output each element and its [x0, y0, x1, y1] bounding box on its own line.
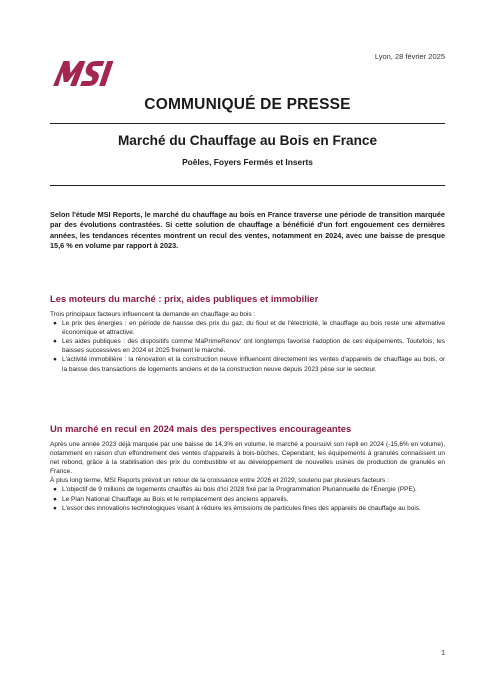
- lead-paragraph: Selon l'étude MSI Reports, le marché du chauffage au bois en France traverse une période de transition marquée par des évolutions contrastées. Si cette solution de chauffage a bénéficié d'un fort engouement ces dernières années, les tendances récentes montrent un recul des ventes, notamment en 2024, avec une baisse de presque 15,6 % en volume par rapport à 2023.: [50, 210, 445, 251]
- section-heading-market-decline: Un marché en recul en 2024 mais des perspectives encourageantes: [50, 423, 352, 434]
- bullet-list: [50, 485, 445, 512]
- bullet-icon: ●: [53, 486, 57, 494]
- document-title: Marché du Chauffage au Bois en France: [117, 133, 378, 148]
- section-paragraph: Après une année 2023 déjà marquée par une baisse de 14,3% en volume, le marché a poursuivi son repli en 2024 (-15,6% en volume), notamment en raison d'un effondrement des ventes d'appareils à bois-bûches. Cependant, les équipements à granulés connaissent un net rebond, grâce à la stabilisation des prix du combustible et au développement de nouvelles usines de production de granulés en France.: [50, 441, 445, 476]
- divider-top: [50, 123, 445, 124]
- bullet-icon: ●: [53, 495, 57, 503]
- list-item: ● Le Plan National Chauffage au Bois et le remplacement des anciens appareils.: [53, 495, 289, 503]
- page-number: 1: [441, 650, 445, 657]
- msi-logo: [50, 58, 122, 88]
- bullet-icon: ●: [53, 320, 57, 328]
- list-item: ● L'activité immobilière : la rénovation et la construction neuve influencent directement les ventes d'appareils de chauffage au bois, or la baisse des transactions de logements anciens et de la construction neuve depuis 2023 pèse sur le secteur.: [53, 356, 445, 373]
- section-market-drivers: [50, 310, 445, 374]
- list-item: ● L'essor des innovations technologiques visant à réduire les émissions de particules fines des appareils de chauffage au bois.: [53, 504, 421, 512]
- document-subtitle: Poêles, Foyers Fermés et Inserts: [182, 157, 313, 167]
- bullet-list: [50, 319, 445, 374]
- press-release-title: COMMUNIQUÉ DE PRESSE: [144, 96, 351, 113]
- section-paragraph: À plus long terme, MSI Reports prévoit un retour de la croissance entre 2026 et 2029, soutenu par plusieurs facteurs :: [50, 477, 389, 485]
- release-date: Lyon, 28 février 2025: [374, 52, 445, 61]
- list-item: ● Le prix des énergies : en période de hausse des prix du gaz, du fioul et de l'électricité, le chauffage au bois reste une alternative économique et attractive.: [53, 320, 445, 337]
- section-intro: Trois principaux facteurs influencent la demande en chauffage au bois :: [50, 311, 256, 318]
- bullet-icon: ●: [53, 504, 57, 512]
- list-item: ● Les aides publiques : des dispositifs comme MaPrimeRénov' ont longtemps favorisé l'adoption de ces équipements. Toutefois, les baisses successives en 2024 et 2025 freinent le marché.: [53, 338, 445, 355]
- section-heading-market-drivers: Les moteurs du marché : prix, aides publiques et immobilier: [50, 293, 319, 304]
- bullet-icon: ●: [53, 356, 57, 364]
- bullet-icon: ●: [53, 338, 57, 346]
- list-item: ● L'objectif de 9 millions de logements chauffés au bois d'ici 2028 fixé par la Programmation Pluriannuelle de l'Énergie (PPE).: [53, 486, 417, 494]
- msi-logo-icon: [50, 58, 122, 88]
- section-market-decline: [50, 440, 445, 513]
- divider-bottom: [50, 185, 445, 186]
